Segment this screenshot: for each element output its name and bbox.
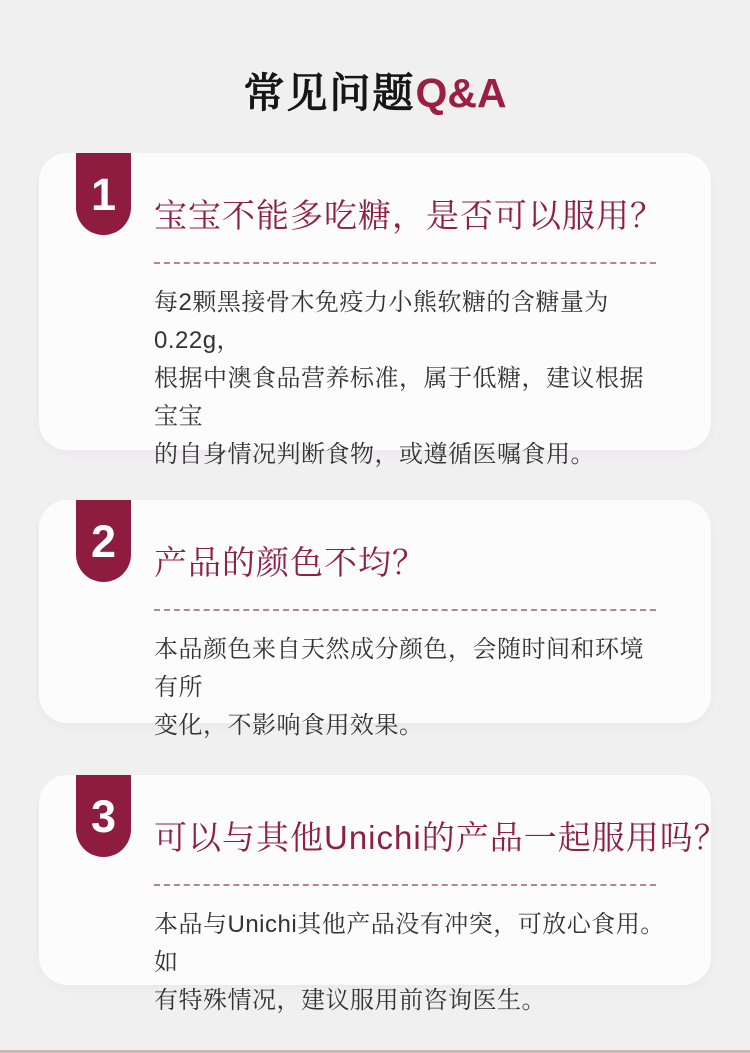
page-title [0, 70, 750, 116]
faq-card-1 [39, 153, 711, 468]
dashed-divider [154, 884, 656, 886]
badge-number: 1 [90, 169, 117, 220]
answer-text [154, 631, 666, 745]
answer-text [154, 284, 666, 474]
number-badge-2 [76, 500, 131, 582]
faq-card-3 [39, 775, 728, 1014]
faq-card-2 [39, 500, 711, 739]
answer-line: 的自身情况判断食物，或遵循医嘱食用。 [154, 441, 595, 468]
question-text: 可以与其他Unichi的产品一起服用吗？ [154, 819, 728, 856]
dashed-divider [154, 262, 656, 264]
answer-line: 每2颗黑接骨木免疫力小熊软糖的含糖量为0.22g， [154, 289, 609, 354]
number-badge-1 [76, 153, 131, 235]
badge-number: 2 [90, 516, 117, 567]
answer-text [154, 906, 666, 1020]
answer-line: 变化，不影响食用效果。 [154, 712, 424, 739]
question-text: 宝宝不能多吃糖，是否可以服用？ [154, 197, 664, 234]
question-text: 产品的颜色不均？ [154, 544, 426, 581]
page-title-accent: Q&A [415, 70, 507, 116]
answer-line: 根据中澳食品营养标准，属于低糖，建议根据宝宝 [154, 365, 644, 430]
answer-line: 本品与Unichi其他产品没有冲突，可放心食用。如 [154, 911, 665, 976]
dashed-divider [154, 609, 656, 611]
page-title-zh: 常见问题 [243, 70, 416, 116]
badge-number: 3 [90, 791, 117, 842]
answer-line: 有特殊情况，建议服用前咨询医生。 [154, 987, 546, 1014]
number-badge-3 [76, 775, 131, 857]
answer-line: 本品颜色来自天然成分颜色，会随时间和环境有所 [154, 636, 644, 701]
